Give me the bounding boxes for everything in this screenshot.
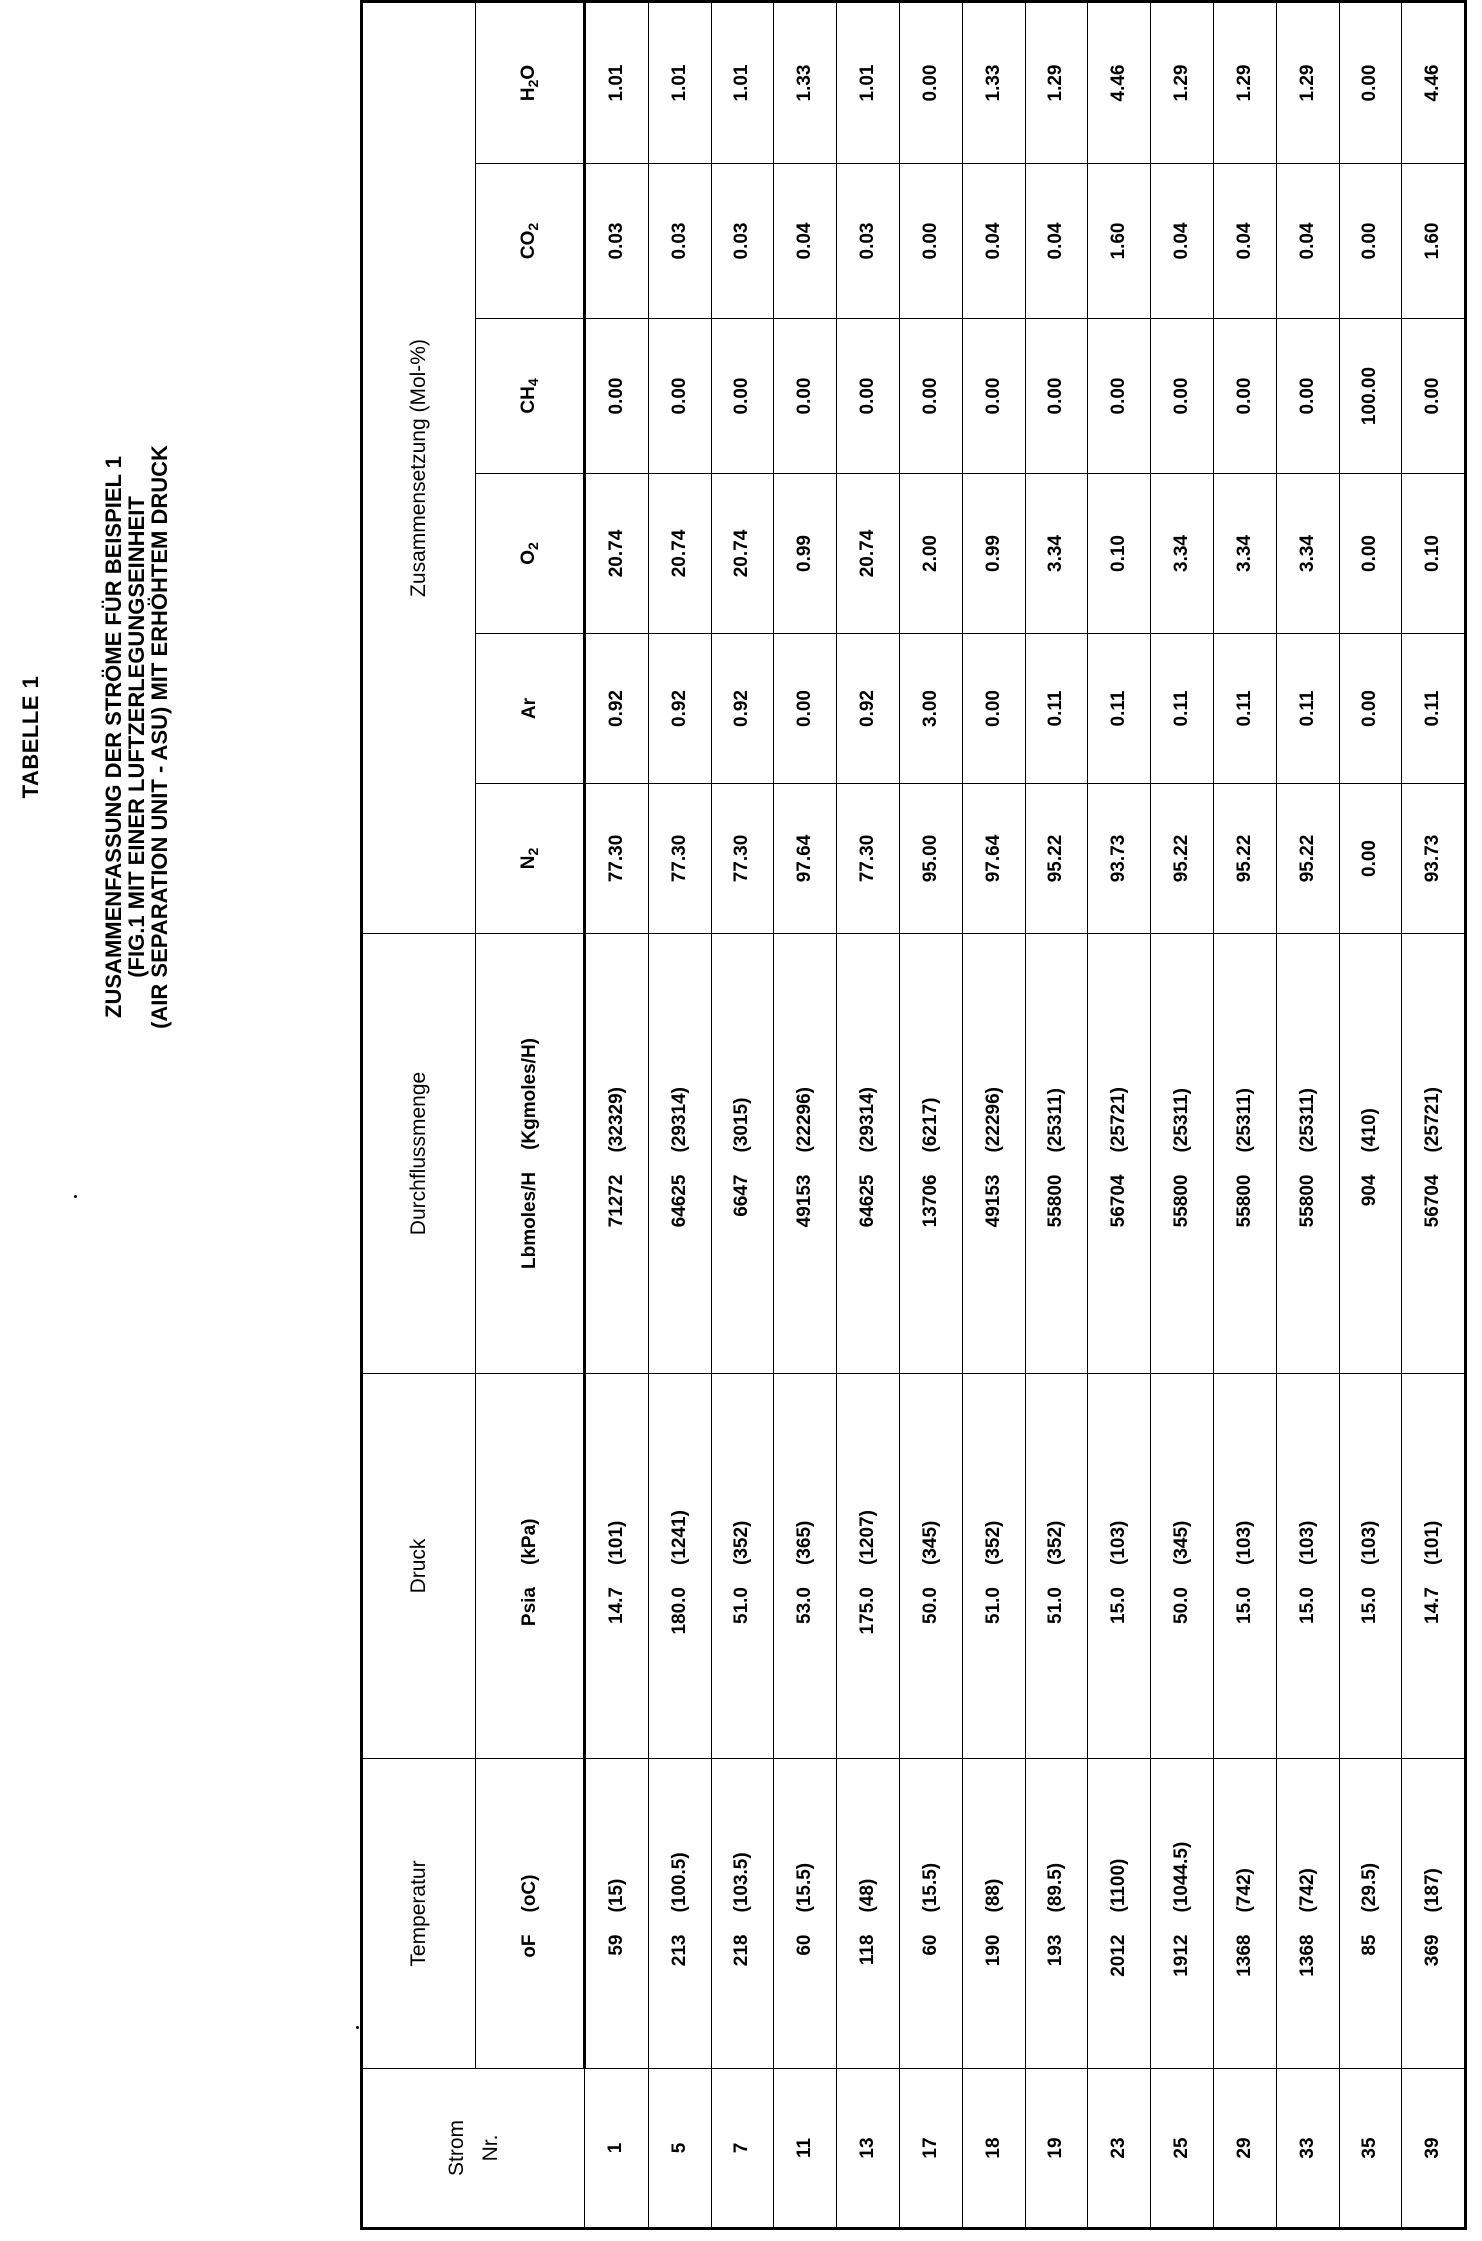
title-block bbox=[0, 0, 330, 2241]
cell-temperatur: 1912 (1044.5) bbox=[1151, 1759, 1214, 2069]
cell-co2: 0.03 bbox=[837, 164, 900, 319]
table-row bbox=[1276, 1, 1339, 2228]
cell-temperatur: 60 (15.5) bbox=[899, 1759, 962, 2069]
cell-temperatur: 1368 (742) bbox=[1213, 1759, 1276, 2069]
cell-ch4: 0.00 bbox=[1088, 319, 1151, 474]
cell-co2: 0.03 bbox=[585, 164, 649, 319]
subheader-ch4: $CH_4$ bbox=[476, 319, 585, 474]
cell-ch4: 0.00 bbox=[774, 319, 837, 474]
cell-n2: 95.22 bbox=[1276, 784, 1339, 934]
unit-kgmoles: (Kgmoles/H) bbox=[518, 1037, 540, 1150]
cell-druck: 15.0 (103) bbox=[1088, 1374, 1151, 1759]
caption-line-3: (AIR SEPARATION UNIT - ASU) MIT ERHÖHTEM DRUCK bbox=[147, 445, 172, 1029]
cell-ar: 0.92 bbox=[837, 634, 900, 784]
cell-ch4: 100.00 bbox=[1339, 319, 1402, 474]
cell-o2: 3.34 bbox=[1276, 474, 1339, 634]
subheader-co2: $CO_2$ bbox=[476, 164, 585, 319]
cell-durchfluss: 49153 (22296) bbox=[962, 934, 1025, 1374]
subheader-temperatur-units bbox=[476, 1759, 585, 2069]
cell-druck: 15.0 (103) bbox=[1339, 1374, 1402, 1759]
cell-n2: 77.30 bbox=[837, 784, 900, 934]
table-row bbox=[1213, 1, 1276, 2228]
cell-co2: 0.03 bbox=[711, 164, 774, 319]
caption-line-1: ZUSAMMENFASSUNG DER STRÖME FÜR BEISPIEL 1 bbox=[101, 456, 126, 1018]
cell-n2: 77.30 bbox=[648, 784, 711, 934]
cell-durchfluss: 55800 (25311) bbox=[1025, 934, 1088, 1374]
cell-temperatur: 213 (100.5) bbox=[648, 1759, 711, 2069]
cell-co2: 0.04 bbox=[1151, 164, 1214, 319]
cell-h2o: 0.00 bbox=[899, 1, 962, 163]
cell-ch4: 0.00 bbox=[1213, 319, 1276, 474]
cell-n2: 77.30 bbox=[711, 784, 774, 934]
cell-strom-nr: 19 bbox=[1025, 2069, 1088, 2229]
cell-co2: 0.04 bbox=[962, 164, 1025, 319]
table-label: TABELLE 1 bbox=[18, 675, 43, 799]
cell-co2: 0.04 bbox=[774, 164, 837, 319]
cell-ch4: 0.00 bbox=[1402, 319, 1466, 474]
cell-o2: 3.34 bbox=[1151, 474, 1214, 634]
cell-ar: 0.11 bbox=[1276, 634, 1339, 784]
cell-strom-nr: 18 bbox=[962, 2069, 1025, 2229]
unit-kpa: (kPa) bbox=[518, 1518, 540, 1565]
cell-strom-nr: 29 bbox=[1213, 2069, 1276, 2229]
cell-n2: 95.22 bbox=[1025, 784, 1088, 934]
header-druck: Druck bbox=[362, 1374, 476, 1759]
cell-co2: 1.60 bbox=[1088, 164, 1151, 319]
subheader-n2: $N_2$ bbox=[476, 784, 585, 934]
table-row bbox=[774, 1, 837, 2228]
cell-n2: 97.64 bbox=[962, 784, 1025, 934]
cell-h2o: 0.00 bbox=[1339, 1, 1402, 163]
cell-h2o: 1.33 bbox=[962, 1, 1025, 163]
header-durchflussmenge: Durchflussmenge bbox=[362, 934, 476, 1374]
cell-temperatur: 118 (48) bbox=[837, 1759, 900, 2069]
unit-lbmoles: Lbmoles/H bbox=[518, 1171, 540, 1270]
cell-druck: 50.0 (345) bbox=[899, 1374, 962, 1759]
cell-temperatur: 369 (187) bbox=[1402, 1759, 1466, 2069]
table-row bbox=[648, 1, 711, 2228]
cell-strom-nr: 5 bbox=[648, 2069, 711, 2229]
table-row bbox=[585, 1, 649, 2228]
cell-n2: 93.73 bbox=[1402, 784, 1466, 934]
cell-strom-nr: 11 bbox=[774, 2069, 837, 2229]
cell-o2: 20.74 bbox=[585, 474, 649, 634]
cell-o2: 0.10 bbox=[1088, 474, 1151, 634]
cell-strom-nr: 13 bbox=[837, 2069, 900, 2229]
cell-o2: 20.74 bbox=[648, 474, 711, 634]
cell-druck: 15.0 (103) bbox=[1276, 1374, 1339, 1759]
cell-temperatur: 2012 (1100) bbox=[1088, 1759, 1151, 2069]
cell-druck: 50.0 (345) bbox=[1151, 1374, 1214, 1759]
table-row bbox=[1088, 1, 1151, 2228]
cell-ar: 0.11 bbox=[1213, 634, 1276, 784]
cell-ar: 0.00 bbox=[774, 634, 837, 784]
table-row bbox=[837, 1, 900, 2228]
cell-strom-nr: 7 bbox=[711, 2069, 774, 2229]
cell-durchfluss: 64625 (29314) bbox=[837, 934, 900, 1374]
cell-n2: 97.64 bbox=[774, 784, 837, 934]
cell-druck: 180.0 (1241) bbox=[648, 1374, 711, 1759]
cell-strom-nr: 39 bbox=[1402, 2069, 1466, 2229]
cell-o2: 3.34 bbox=[1025, 474, 1088, 634]
cell-o2: 20.74 bbox=[711, 474, 774, 634]
header-strom bbox=[362, 2069, 585, 2229]
table-row bbox=[962, 1, 1025, 2228]
table-row bbox=[711, 1, 774, 2228]
cell-n2: 95.22 bbox=[1151, 784, 1214, 934]
cell-strom-nr: 17 bbox=[899, 2069, 962, 2229]
cell-strom-nr: 33 bbox=[1276, 2069, 1339, 2229]
cell-druck: 51.0 (352) bbox=[962, 1374, 1025, 1759]
unit-fahrenheit: oF bbox=[518, 1934, 540, 1958]
table-row bbox=[1402, 1, 1466, 2228]
cell-ar: 0.00 bbox=[1339, 634, 1402, 784]
cell-druck: 15.0 (103) bbox=[1213, 1374, 1276, 1759]
table-row bbox=[1025, 1, 1088, 2228]
cell-temperatur: 1368 (742) bbox=[1276, 1759, 1339, 2069]
cell-co2: 1.60 bbox=[1402, 164, 1466, 319]
cell-o2: 2.00 bbox=[899, 474, 962, 634]
cell-temperatur: 60 (15.5) bbox=[774, 1759, 837, 2069]
cell-ar: 0.11 bbox=[1088, 634, 1151, 784]
cell-durchfluss: 49153 (22296) bbox=[774, 934, 837, 1374]
cell-ch4: 0.00 bbox=[837, 319, 900, 474]
cell-ar: 0.11 bbox=[1402, 634, 1466, 784]
unit-psia: Psia bbox=[518, 1587, 540, 1627]
subheader-druck-units bbox=[476, 1374, 585, 1759]
cell-ch4: 0.00 bbox=[962, 319, 1025, 474]
cell-ch4: 0.00 bbox=[899, 319, 962, 474]
header-strom-label: Strom bbox=[444, 2120, 468, 2177]
cell-h2o: 1.29 bbox=[1025, 1, 1088, 163]
header-strom-nr: Nr. bbox=[478, 2134, 502, 2162]
cell-h2o: 4.46 bbox=[1088, 1, 1151, 163]
cell-n2: 95.00 bbox=[899, 784, 962, 934]
subheader-ar: Ar bbox=[476, 634, 585, 784]
cell-druck: 51.0 (352) bbox=[1025, 1374, 1088, 1759]
cell-h2o: 1.01 bbox=[585, 1, 649, 163]
unit-celsius: (oC) bbox=[518, 1874, 540, 1913]
cell-durchfluss: 56704 (25721) bbox=[1088, 934, 1151, 1374]
cell-n2: 95.22 bbox=[1213, 784, 1276, 934]
cell-n2: 0.00 bbox=[1339, 784, 1402, 934]
header-zusammensetzung: Zusammensetzung (Mol-%) bbox=[362, 1, 476, 933]
cell-temperatur: 193 (89.5) bbox=[1025, 1759, 1088, 2069]
subheader-o2: $O_2$ bbox=[476, 474, 585, 634]
cell-o2: 20.74 bbox=[837, 474, 900, 634]
stray-mark bbox=[74, 1195, 77, 1198]
cell-ch4: 0.00 bbox=[1025, 319, 1088, 474]
cell-ar: 3.00 bbox=[899, 634, 962, 784]
cell-durchfluss: 6647 (3015) bbox=[711, 934, 774, 1374]
cell-h2o: 4.46 bbox=[1402, 1, 1466, 163]
cell-druck: 53.0 (365) bbox=[774, 1374, 837, 1759]
cell-o2: 0.99 bbox=[962, 474, 1025, 634]
cell-temperatur: 218 (103.5) bbox=[711, 1759, 774, 2069]
cell-ch4: 0.00 bbox=[711, 319, 774, 474]
caption-line-2: (FIG.1 MIT EINER LUFTZERLEGUNGSEINHEIT bbox=[124, 496, 149, 978]
cell-o2: 0.99 bbox=[774, 474, 837, 634]
streams-table-container bbox=[360, 3, 1445, 2230]
cell-h2o: 1.29 bbox=[1276, 1, 1339, 163]
cell-n2: 93.73 bbox=[1088, 784, 1151, 934]
cell-ch4: 0.00 bbox=[585, 319, 649, 474]
subheader-durchfluss-units bbox=[476, 934, 585, 1374]
cell-durchfluss: 64625 (29314) bbox=[648, 934, 711, 1374]
cell-o2: 0.00 bbox=[1339, 474, 1402, 634]
cell-ar: 0.92 bbox=[711, 634, 774, 784]
cell-n2: 77.30 bbox=[585, 784, 649, 934]
table-row bbox=[899, 1, 962, 2228]
cell-temperatur: 85 (29.5) bbox=[1339, 1759, 1402, 2069]
header-temperatur: Temperatur bbox=[362, 1759, 476, 2069]
cell-druck: 14.7 (101) bbox=[585, 1374, 649, 1759]
table-row bbox=[1151, 1, 1214, 2228]
cell-durchfluss: 71272 (32329) bbox=[585, 934, 649, 1374]
cell-durchfluss: 904 (410) bbox=[1339, 934, 1402, 1374]
cell-temperatur: 190 (88) bbox=[962, 1759, 1025, 2069]
table-row bbox=[1339, 1, 1402, 2228]
cell-h2o: 1.01 bbox=[648, 1, 711, 163]
cell-ar: 0.00 bbox=[962, 634, 1025, 784]
cell-ch4: 0.00 bbox=[648, 319, 711, 474]
cell-druck: 175.0 (1207) bbox=[837, 1374, 900, 1759]
cell-co2: 0.03 bbox=[648, 164, 711, 319]
cell-co2: 0.04 bbox=[1276, 164, 1339, 319]
cell-ar: 0.11 bbox=[1025, 634, 1088, 784]
stray-mark bbox=[356, 2026, 359, 2029]
cell-h2o: 1.33 bbox=[774, 1, 837, 163]
cell-durchfluss: 13706 (6217) bbox=[899, 934, 962, 1374]
cell-o2: 3.34 bbox=[1213, 474, 1276, 634]
cell-strom-nr: 23 bbox=[1088, 2069, 1151, 2229]
cell-co2: 0.00 bbox=[1339, 164, 1402, 319]
cell-ar: 0.92 bbox=[585, 634, 649, 784]
cell-h2o: 1.29 bbox=[1151, 1, 1214, 163]
subheader-h2o: $H_2O$ bbox=[476, 1, 585, 163]
cell-durchfluss: 55800 (25311) bbox=[1213, 934, 1276, 1374]
cell-durchfluss: 55800 (25311) bbox=[1151, 934, 1214, 1374]
cell-o2: 0.10 bbox=[1402, 474, 1466, 634]
cell-ch4: 0.00 bbox=[1151, 319, 1214, 474]
cell-druck: 14.7 (101) bbox=[1402, 1374, 1466, 1759]
cell-durchfluss: 55800 (25311) bbox=[1276, 934, 1339, 1374]
cell-ar: 0.92 bbox=[648, 634, 711, 784]
cell-strom-nr: 35 bbox=[1339, 2069, 1402, 2229]
cell-strom-nr: 25 bbox=[1151, 2069, 1214, 2229]
cell-temperatur: 59 (15) bbox=[585, 1759, 649, 2069]
cell-druck: 51.0 (352) bbox=[711, 1374, 774, 1759]
cell-strom-nr: 1 bbox=[585, 2069, 649, 2229]
cell-h2o: 1.01 bbox=[711, 1, 774, 163]
cell-h2o: 1.01 bbox=[837, 1, 900, 163]
table-caption bbox=[102, 237, 171, 1237]
cell-h2o: 1.29 bbox=[1213, 1, 1276, 163]
cell-co2: 0.04 bbox=[1025, 164, 1088, 319]
cell-durchfluss: 56704 (25721) bbox=[1402, 934, 1466, 1374]
cell-co2: 0.00 bbox=[899, 164, 962, 319]
streams-summary-table bbox=[360, 0, 1467, 2230]
cell-co2: 0.04 bbox=[1213, 164, 1276, 319]
cell-ar: 0.11 bbox=[1151, 634, 1214, 784]
cell-ch4: 0.00 bbox=[1276, 319, 1339, 474]
